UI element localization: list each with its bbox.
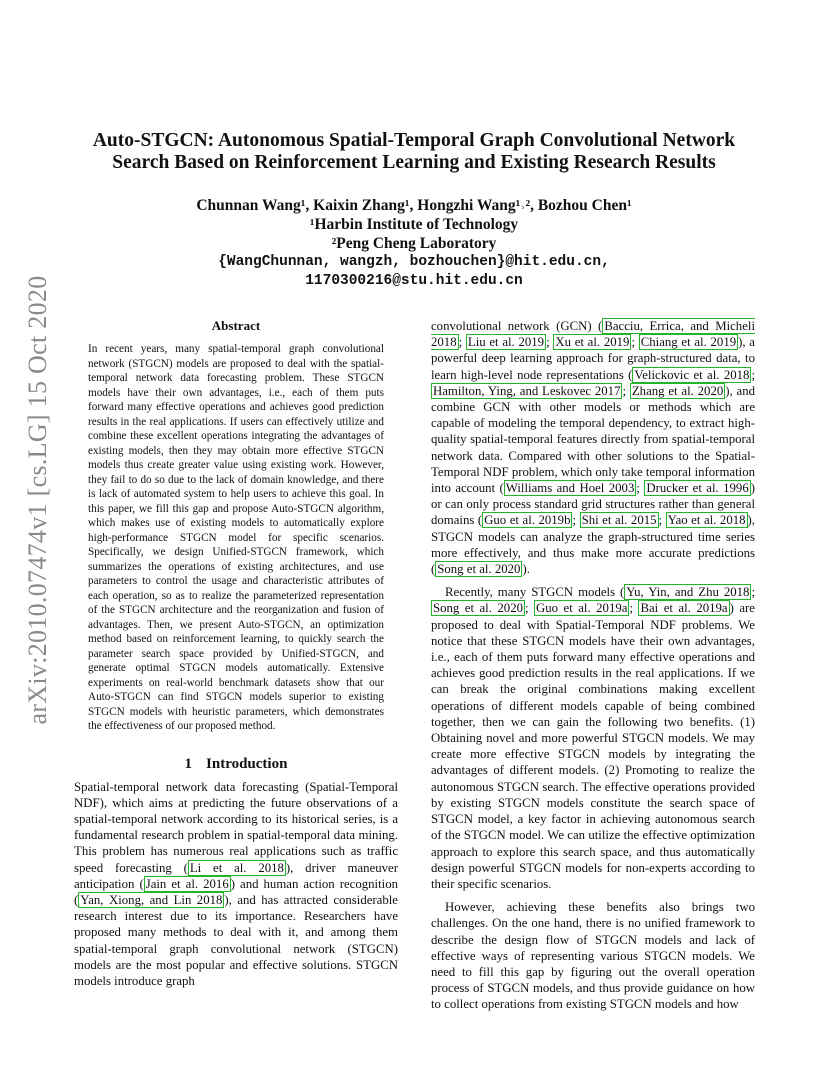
paper-title bbox=[74, 130, 754, 174]
section-heading-introduction bbox=[74, 756, 398, 773]
citation-link[interactable]: Yao et al. 2018 bbox=[667, 513, 746, 528]
citation-link[interactable]: Xu et al. 2019 bbox=[555, 335, 630, 350]
citation-link[interactable]: Liu et al. 2019 bbox=[467, 335, 545, 350]
intro-paragraph-1: Spatial-temporal network data forecasting (Spatial-Temporal NDF), which aims at predicting the future observations of a spatial-temporal network according to its historical series, is a fundamental research problem in spatial-temporal data mining. This problem has numerous real applications such as traffic speed forecasting ( Li et al. 2018 ), driver maneuver anticipation ( Jain et al. 2016 ) and human action recognition ( Yan, Xiong, and Lin 2018 ), and has attracted considerable research interest due to its importance. Researchers have proposed many methods to deal with it, and among them spatial-temporal graph convolutional network (STGCN) models are the most popular and effective solutions. STGCN models introduce graph bbox=[74, 779, 398, 988]
left-column bbox=[74, 318, 398, 989]
citation-link[interactable]: Drucker et al. 1996 bbox=[646, 481, 749, 496]
right-column bbox=[431, 318, 755, 1013]
citation-link[interactable]: Guo et al. 2019b bbox=[484, 513, 571, 528]
citation-link[interactable]: Zhang et al. 2020 bbox=[631, 383, 724, 398]
citation-link[interactable]: Velickovic et al. 2018 bbox=[634, 367, 750, 382]
section-title: Introduction bbox=[206, 755, 288, 772]
citation-link[interactable]: Chiang et al. 2019 bbox=[640, 335, 737, 350]
citation-link[interactable]: Hamilton, Ying, and Leskovec 2017 bbox=[433, 383, 621, 398]
section-number: 1 bbox=[184, 755, 193, 772]
citation-link[interactable]: Song et al. 2020 bbox=[437, 562, 521, 577]
citation-link[interactable]: Jain et al. 2016 bbox=[145, 876, 229, 891]
citation-link[interactable]: Bacciu, Errica, and Micheli 2018 bbox=[431, 319, 755, 350]
arxiv-stamp bbox=[18, 275, 58, 725]
citation-link[interactable]: Guo et al. 2019a bbox=[536, 601, 628, 616]
title-line-1: Auto-STGCN: Autonomous Spatial-Temporal Graph Convolutional Network bbox=[92, 130, 736, 151]
abstract-heading: Abstract bbox=[211, 318, 261, 333]
citation-link[interactable]: Yan, Xiong, and Lin 2018 bbox=[80, 892, 223, 907]
affiliation-1: ¹Harbin Institute of Technology bbox=[309, 216, 519, 233]
affiliation-2: ²Peng Cheng Laboratory bbox=[331, 235, 497, 252]
paper-header bbox=[74, 130, 754, 291]
email-line-2: 1170300216@stu.hit.edu.cn bbox=[305, 273, 523, 289]
citation-link[interactable]: Williams and Hoel 2003 bbox=[505, 481, 635, 496]
citation-link[interactable]: Yu, Yin, and Zhu 2018 bbox=[626, 585, 750, 600]
email-line-1: {WangChunnan, wangzh, bozhouchen}@hit.edu.cn, bbox=[218, 254, 610, 270]
title-line-2: Search Based on Reinforcement Learning and Existing Research Results bbox=[112, 152, 716, 173]
abstract-text: In recent years, many spatial-temporal graph convolutional network (STGCN) models are proposed to deal with the spatial-temporal network data forecasting problem. These STGCN models have their own advantages, i.e., each of them puts forward many effective operations and achieves good prediction results in the real applications. If users can effectively utilize and combine these excellent operations integrating the advantages of existing models, then they may obtain more effective STGCN models thus create greater value using existing work. However, they fail to do so due to the lack of domain knowledge, and there is lack of automated system to help users to achieve this goal. In this paper, we fill this gap and propose Auto-STGCN algorithm, which makes use of existing models to automatically explore high-performance STGCN model for specific scenarios. Specifically, we design Unified-STGCN framework, which summarizes the operations of existing architectures, and use parameters to control the usage and characteristic attributes of each operation, so as to realize the parameterized representation of the STGCN architecture and the reorganization and fusion of advantages. Then, we present Auto-STGCN, an optimization method based on reinforcement learning, to quickly search the parameter search space provided by Unified-STGCN, and generate optimal STGCN models automatically. Extensive experiments on real-world benchmark datasets show that our Auto-STGCN can find STGCN models superior to existing STGCN models with heuristic parameters, which demonstrates the effectiveness of our proposed method. bbox=[88, 343, 384, 732]
citation-link[interactable]: Shi et al. 2015 bbox=[581, 513, 657, 528]
citation-link[interactable]: Song et al. 2020 bbox=[433, 601, 523, 616]
right-paragraph-3: However, achieving these benefits also brings two challenges. On the one hand, there is no unified framework to describe the design flow of STGCN models and lack of effective ways of representing various STGCN models. We need to fill this gap by figuring out the overall operation process of STGCN models, and thus provide guidance on how to collect operations from existing STGCN models and how bbox=[431, 900, 755, 1012]
right-paragraph-1: convolutional network (GCN) ( Bacciu, Errica, and Micheli 2018 ; Liu et al. 2019 ; Xu et al. 2019 ; Chiang et al. 2019 ), a powerful deep learning approach for graph-structured data, to learn high-level node representations ( Velickovic et al. 2018 ; Hamilton, Ying, and Leskovec 2017 ; Zhang et al. 2020 ), and combine GCN with other models or methods which are capable of modeling the temporal dependency, to extract high-quality spatial-temporal features directly from spatial-temporal network data. Compared with other solutions to the Spatial-Temporal NDF problem, which only take temporal information into account ( Williams and Hoel 2003 ; Drucker et al. 1996 ) or can only process standard grid structures rather than general domains ( Guo et al. 2019b ; Shi et al. 2015 ; Yao et al. 2018 ), STGCN models can analyze the graph-structured time series more effectively, and thus make more accurate predictions ( Song et al. 2020 ). bbox=[431, 319, 755, 577]
right-paragraph-2: Recently, many STGCN models ( Yu, Yin, and Zhu 2018 ; Song et al. 2020 ; Guo et al. 2019a ; Bai et al. 2019a ) are proposed to deal with Spatial-Temporal NDF problems. We notice that these STGCN models have their own advantages, i.e., each of them puts forward many effective operations and achieves good prediction results in the real applications. If we can break the original combinations making excellent operations of different models capable of being combined together, then we can gain the following two benefits. (1) Obtaining novel and more powerful STGCN models. We may create more effective STGCN models by integrating the advantages of different models. (2) Promoting to realize the autonomous STGCN search. The effective operations provided by existing STGCN models constitute the search space of STGCN model, a key factor in achieving autonomous search of the STGCN model. We can utilize the effective optimization approach to explore this search space, and thus automatically design powerful STGCN models for non-experts according to their specific scenarios. bbox=[431, 585, 755, 891]
citation-link[interactable]: Bai et al. 2019a bbox=[640, 601, 728, 616]
arxiv-identifier: arXiv:2010.07474v1 [cs.LG] 15 Oct 2020 bbox=[23, 275, 52, 725]
citation-link[interactable]: Li et al. 2018 bbox=[189, 860, 284, 875]
author-list: Chunnan Wang¹, Kaixin Zhang¹, Hongzhi Wang¹˒², Bozhou Chen¹ bbox=[196, 197, 632, 214]
